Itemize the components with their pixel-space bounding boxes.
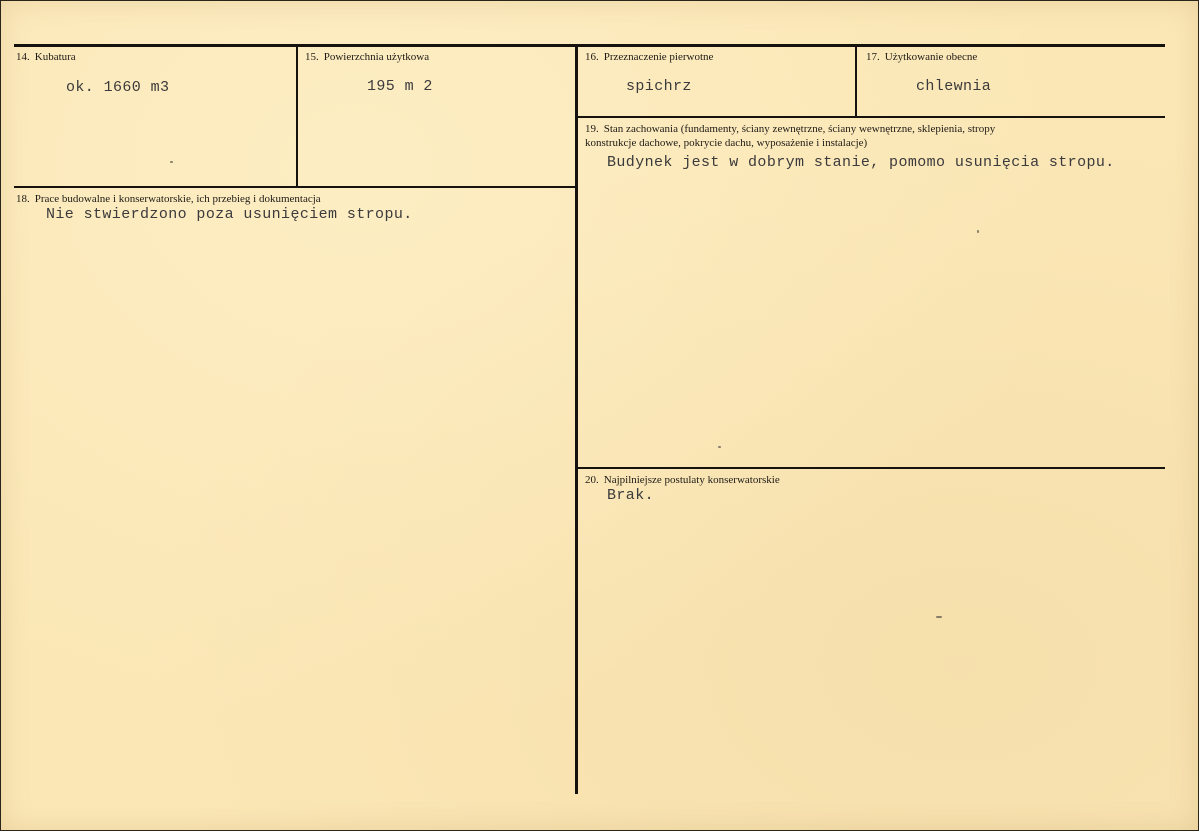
row-divider-right-lower	[577, 467, 1165, 469]
field-15-number: 15.	[305, 51, 319, 63]
divider-14-15	[296, 46, 298, 186]
field-17-label	[866, 51, 977, 64]
top-border-line	[14, 44, 1165, 47]
field-19-title-line1: Stan zachowania (fundamenty, ściany zewnętrzne, ściany wewnętrzne, sklepienia, stropy	[603, 123, 996, 135]
paper-speck	[977, 230, 979, 233]
field-20-number: 20.	[585, 474, 599, 486]
field-19-number: 19.	[585, 123, 599, 135]
row-divider-right-upper	[577, 116, 1165, 118]
field-16-title: Przeznaczenie pierwotne	[603, 51, 714, 63]
field-14-label	[16, 51, 76, 64]
field-17-number: 17.	[866, 51, 880, 63]
paper-speck	[170, 161, 173, 163]
field-19-label	[585, 123, 995, 136]
field-14-title: Kubatura	[34, 51, 76, 63]
field-15-label	[305, 51, 429, 64]
field-17-value: chlewnia	[916, 78, 992, 95]
field-18-value: Nie stwierdzono poza usunięciem stropu.	[46, 206, 413, 223]
field-19-value: Budynek jest w dobrym stanie, pomomo usunięcia stropu.	[607, 154, 1115, 171]
field-15-title: Powierzchnia użytkowa	[323, 51, 430, 63]
field-19-label-line2: konstrukcje dachowe, pokrycie dachu, wyposażenie i instalacje)	[585, 137, 868, 149]
center-divider	[575, 46, 578, 794]
field-16-value: spichrz	[626, 78, 692, 95]
divider-16-17	[855, 46, 857, 116]
field-20-title: Najpilniejsze postulaty konserwatorskie	[603, 474, 780, 486]
field-17-title: Użytkowanie obecne	[884, 51, 978, 63]
row-divider-left	[14, 186, 576, 188]
field-16-number: 16.	[585, 51, 599, 63]
field-18-label	[16, 193, 321, 206]
field-20-label	[585, 474, 780, 487]
field-16-label	[585, 51, 713, 64]
field-20-value: Brak.	[607, 487, 655, 504]
field-18-title: Prace budowalne i konserwatorskie, ich przebieg i dokumentacja	[34, 193, 321, 205]
paper-speck	[936, 616, 942, 618]
field-15-value: 195 m 2	[367, 78, 433, 95]
field-18-number: 18.	[16, 193, 30, 205]
paper-speck	[718, 446, 721, 448]
field-14-value: ok. 1660 m3	[66, 79, 170, 96]
field-14-number: 14.	[16, 51, 30, 63]
